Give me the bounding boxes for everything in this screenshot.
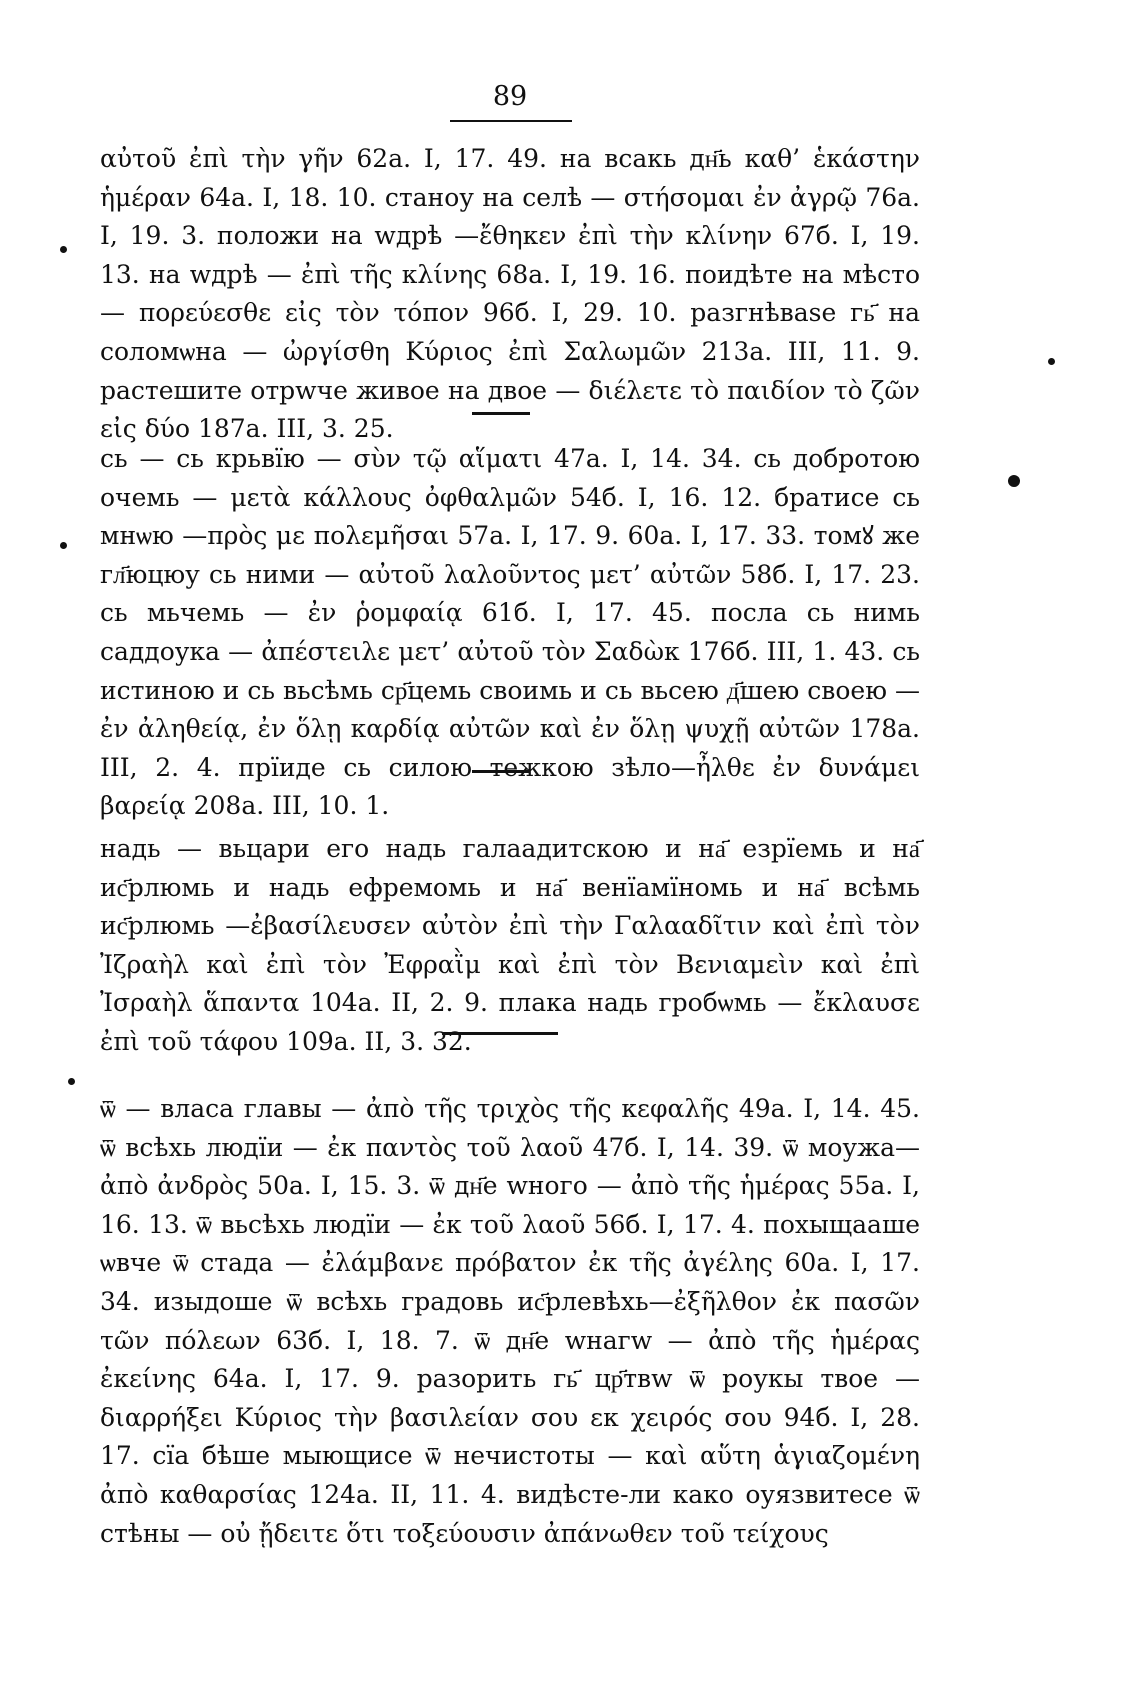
- page-number: 89: [492, 81, 528, 112]
- margin-speck: [1048, 358, 1055, 365]
- margin-speck: [1008, 475, 1020, 487]
- paragraph-nad: надь — вьцари его надь галаадитскою и на҃ езрїемь и на҃ ис҃рлюмь и надь ефремомь и на҃ венїамїномь и на҃ всѣмь ис҃рлюмь —ἐβασίλευσεν αὐτὸν ἐπὶ τὴν Γαλααδῖτιν καὶ ἐπὶ τὸν Ἰζραὴλ καὶ ἐπὶ τὸν Ἐφραῒμ καὶ ἐπὶ τὸν Βενιαμεὶν καὶ ἐπὶ Ἰσραὴλ ἅπαντα 104a. II, 2. 9. плака надь гробѡмь — ἔκλαυσε ἐπὶ τοῦ τάφου 109a. II, 3. 32.: [100, 834, 920, 1056]
- paragraph-s: сь — сь крьвїю — σὺν τῷ αἵματι 47a. I, 14. 34. сь добротою очемь — μετὰ κάλλους ὀφθαλμῶν 54б. I, 16. 12. братисе сь мнѡю —πρὸς με πολεμῆσαι 57a. I, 17. 9. 60a. I, 17. 33. томꙋ же гл҃юцюу сь ними — αὐτοῦ λαλοῦντος μετ’ αὐτῶν 58б. I, 17. 23. сь мьчемь — ἐν ῥομφαίᾳ 61б. I, 17. 45. посла сь нимь саддоука — ἀπέστειλε μετ’ αὐτοῦ τὸν Σαδὼκ 176б. III, 1. 43. сь истиною и сь вьсѣмь ср҃цемь своимь и сь вьсею д҃шею своею — ἐν ἀληθείᾳ, ἐν ὅλῃ καρδίᾳ αὐτῶν καὶ ἐν ὅλῃ ψυχῇ αὐτῶν 178a. III, 2. 4. прїиде сь силою тежкою зѣло—ἦλθε ἐν δυνάμει βαρείᾳ 208a. III, 10. 1.: [100, 444, 920, 821]
- paragraph-ot: ѿ — власа главы — ἀπὸ τῆς τριχὸς τῆς κεφαλῆς 49a. I, 14. 45. ѿ всѣхь людїи — ἐκ παντὸς τοῦ λαοῦ 47б. I, 14. 39. ѿ моужа— ἀπὸ ἀνδρὸς 50a. I, 15. 3. ѿ дн҃е wного — ἀπὸ τῆς ἡμέρας 55a. I, 16. 13. ѿ вьсѣхь людїи — ἐκ τοῦ λαοῦ 56б. I, 17. 4. поxыщааше ѡвче ѿ стада — ἐλάμβανε πρόβατον ἐκ τῆς ἀγέλης 60a. I, 17. 34. изыдоше ѿ всѣхь градовь ис҃рлевѣхь—ἐξῆλθον ἐκ πασῶν τῶν πόλεων 63б. I, 18. 7. ѿ дн҃е wнагw — ἀπὸ τῆς ἡμέρας ἐκείνης 64a. I, 17. 9. разорить гь҃ цр҃твw ѿ роукы твое — διαρρήξει Κύριος τὴν βασιλείαν σου εκ χειρός σου 94б. I, 28. 17. сїа бѣше мыющисе ѿ нечистоты — καὶ αὕτη ἁγιαζομένη ἀπὸ καθαρσίας 124a. II, 11. 4. видѣсте-ли како оуязвитесе ѿ стѣны — οὐ ᾔδειτε ὅτι τοξεύουσιν ἀπάνωθεν τοῦ τείχους: [100, 1094, 920, 1548]
- paragraph-na: αὐτοῦ ἐπὶ τὴν γῆν 62a. I, 17. 49. на всакь дн҃ь καθ’ ἑκάστην ἡμέραν 64a. I, 18. 10. станоу на селѣ — στήσομαι ἐν ἀγρῷ 76a. I, 19. 3. положи на wдрѣ —ἔθηκεν ἐπὶ τὴν κλίνην 67б. I, 19. 13. на wдрѣ — ἐπὶ τῆς κλίνης 68a. I, 19. 16. поидѣте на мѣсто — πορεύεσθε εἰς τὸν τόπον 96б. I, 29. 10. разгнѣваse гь҃ на соломѡна — ὠργίσθη Κύριος ἐπὶ Σαλωμῶν 213a. III, 11. 9. растешите отрwче живое на двое — διέλετε τὸ παιδίον τὸ ζῶν εἰς δύο 187a. III, 3. 25.: [100, 144, 920, 444]
- header-rule: [450, 120, 572, 122]
- section-divider: [472, 770, 530, 773]
- section-divider: [442, 1032, 558, 1035]
- margin-speck: [60, 542, 67, 549]
- margin-speck: [68, 1078, 75, 1085]
- margin-speck: [60, 246, 67, 253]
- section-divider: [472, 412, 530, 415]
